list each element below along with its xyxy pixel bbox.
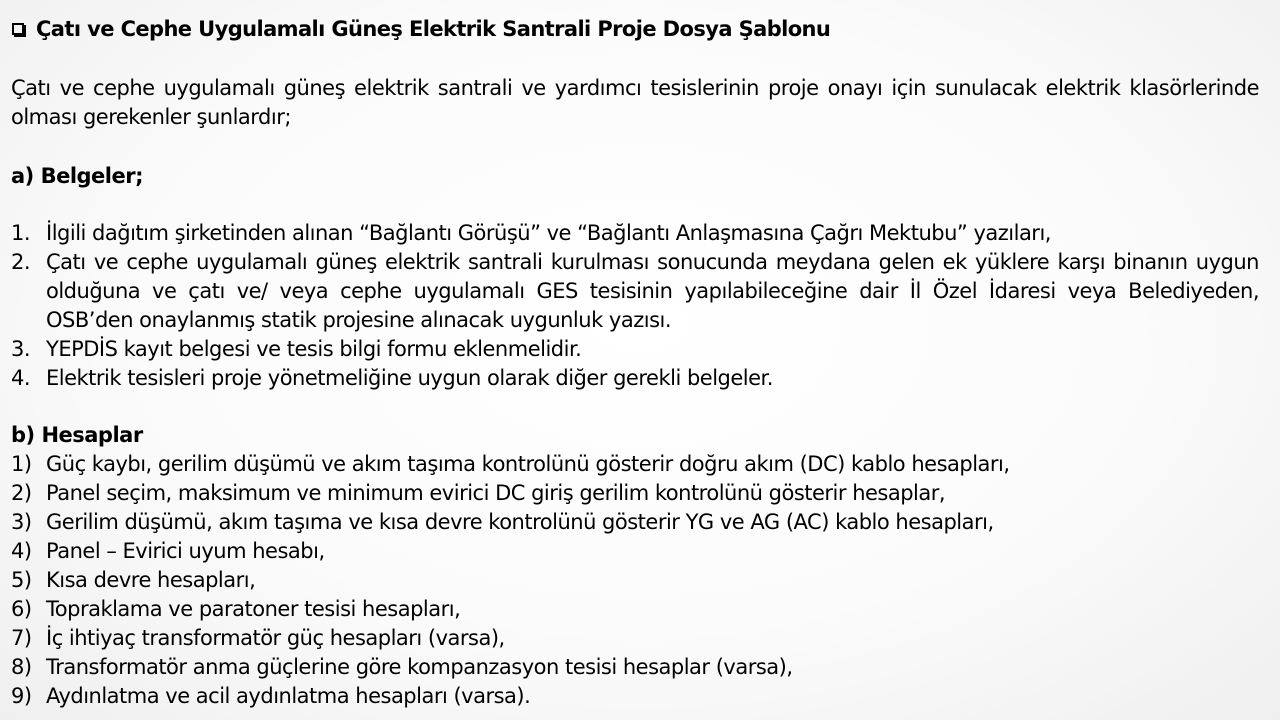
section-heading-calculations: b) Hesaplar [11,423,143,447]
list-item [11,479,1259,508]
list-item-text: İç ihtiyaç transformatör güç hesapları (varsa), [46,626,505,650]
list-item-number: 2) [11,481,32,505]
list-item [11,653,1259,682]
list-item-number: 4. [11,366,31,390]
documents-list [11,219,1259,393]
intro-paragraph: Çatı ve cephe uygulamalı güneş elektrik santrali ve yardımcı tesislerinin proje onayı için sunulacak elektrik klasörlerinde olması gerekenler şunlardır; [11,76,1259,129]
list-item-text: Güç kaybı, gerilim düşümü ve akım taşıma kontrolünü gösterir doğru akım (DC) kablo hesapları, [46,452,1010,476]
page-title [12,17,830,41]
list-item-text: Panel seçim, maksimum ve minimum evirici DC giriş gerilim kontrolünü gösterir hesaplar, [46,481,946,505]
calculations-list [11,450,1259,711]
list-item [11,537,1259,566]
list-item-text: YEPDİS kayıt belgesi ve tesis bilgi formu eklenmelidir. [46,337,582,361]
list-item-number: 2. [11,250,31,274]
page-title-text: Çatı ve Cephe Uygulamalı Güneş Elektrik Santrali Proje Dosya Şablonu [36,17,831,41]
list-item-number: 5) [11,568,32,592]
list-item-number: 6) [11,597,32,621]
list-item-number: 9) [11,684,32,708]
list-item-number: 3. [11,337,31,361]
list-item-number: 1. [11,221,31,245]
list-item-text: Aydınlatma ve acil aydınlatma hesapları (varsa). [46,684,531,708]
list-item [11,508,1259,537]
list-item-text: Kısa devre hesapları, [46,568,256,592]
list-item [11,682,1259,711]
list-item-number: 1) [11,452,32,476]
list-item-text: Gerilim düşümü, akım taşıma ve kısa devre kontrolünü gösterir YG ve AG (AC) kablo hesapları, [46,510,994,534]
list-item-number: 8) [11,655,32,679]
list-item [11,595,1259,624]
list-item [11,248,1259,335]
list-item [11,450,1259,479]
list-item-text: İlgili dağıtım şirketinden alınan “Bağlantı Görüşü” ve “Bağlantı Anlaşmasına Çağrı Mektubu” yazıları, [46,221,1051,245]
list-item [11,566,1259,595]
list-item-text: Transformatör anma güçlerine göre kompanzasyon tesisi hesaplar (varsa), [46,655,793,679]
list-item-number: 3) [11,510,32,534]
list-item-text: Elektrik tesisleri proje yönetmeliğine uygun olarak diğer gerekli belgeler. [46,366,773,390]
list-item-text: Topraklama ve paratoner tesisi hesapları, [46,597,461,621]
section-heading-documents: a) Belgeler; [11,164,143,188]
list-item [11,364,1259,393]
checkbox-icon [12,23,24,35]
list-item-number: 4) [11,539,32,563]
list-item-text: Panel – Evirici uyum hesabı, [46,539,325,563]
list-item [11,219,1259,248]
list-item [11,624,1259,653]
list-item-number: 7) [11,626,32,650]
list-item-text: Çatı ve cephe uygulamalı güneş elektrik santrali kurulması sonucunda meydana gelen ek yüklere karşı binanın uygun olduğuna ve çatı ve/ veya cephe uygulamalı GES tesisinin yapılabileceğine dair İl Özel İdaresi veya Belediyeden, OSB’den onaylanmış statik projesine alınacak uygunluk yazısı. [46,250,1259,332]
list-item [11,335,1259,364]
